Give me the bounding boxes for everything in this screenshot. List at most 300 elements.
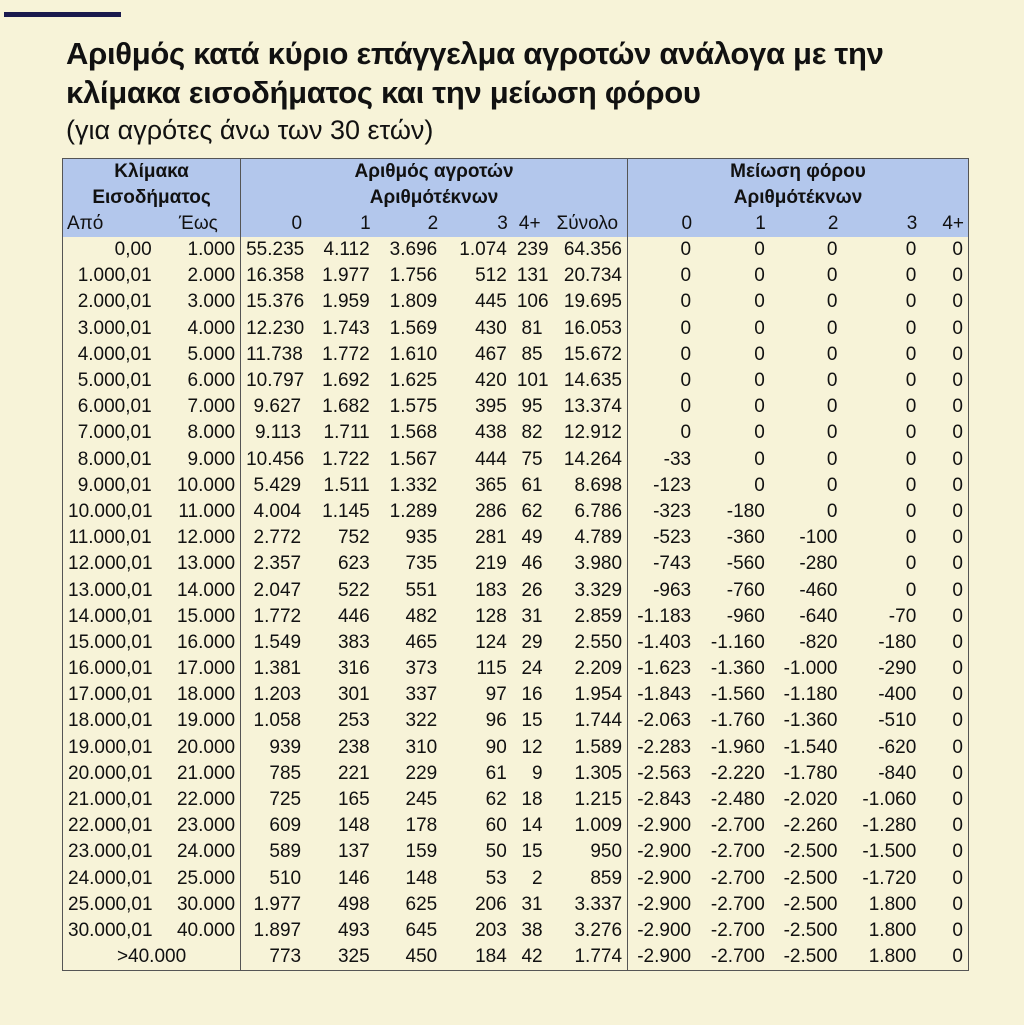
cell-farmers-2: 229: [405, 762, 438, 784]
cell-reduction-4plus: 0: [952, 343, 963, 365]
cell-reduction-3: 0: [905, 396, 917, 418]
cell-farmers-3: 444: [475, 448, 507, 470]
column-header-farmers-2: 2: [375, 211, 443, 237]
cell-reduction-4plus: 0: [952, 579, 963, 601]
cell-farmers-3: 184: [475, 946, 507, 968]
data-table-container: [62, 158, 969, 971]
cell-reduction-4plus: 0: [952, 396, 963, 418]
cell-farmers-4plus: 42: [521, 946, 543, 968]
cell-reduction-4plus: 0: [952, 658, 963, 680]
table-row: [63, 263, 969, 289]
table-row: [63, 447, 969, 473]
cell-from: 20.000,01: [68, 762, 153, 784]
column-header-reduction-3: 3: [842, 211, 921, 237]
cell-reduction-0: -323: [653, 500, 692, 522]
table-row: [63, 918, 969, 944]
page-title: Αριθμός κατά κύριο επάγγελμα αγροτών ανάλογα με την κλίμακα εισοδήματος και την μείωση φόρου: [66, 36, 884, 110]
cell-farmers-1: 137: [337, 841, 370, 863]
cell-reduction-3: 0: [905, 474, 917, 496]
cell-reduction-0: 0: [680, 239, 692, 261]
cell-farmers-total: 16.053: [548, 316, 628, 342]
cell-farmers-0: 725: [269, 789, 302, 811]
cell-from: 2.000,01: [77, 291, 152, 313]
cell-to: 11.000: [157, 499, 241, 525]
cell-reduction-3: 0: [905, 265, 917, 287]
cell-farmers-2: 1.569: [389, 317, 438, 339]
cell-reduction-4plus: 0: [952, 317, 963, 339]
cell-farmers-0: 5.429: [253, 474, 302, 496]
cell-farmers-3: 124: [475, 631, 507, 653]
table-row: [63, 420, 969, 446]
cell-farmers-4plus: 46: [521, 553, 543, 575]
cell-farmers-2: 735: [405, 553, 438, 575]
table-row: [63, 551, 969, 577]
cell-reduction-2: 0: [826, 239, 838, 261]
table-row: [63, 342, 969, 368]
cell-farmers-1: 4.112: [323, 239, 370, 261]
cell-farmers-4plus: 81: [521, 317, 543, 339]
cell-reduction-2: -2.500: [783, 841, 838, 863]
cell-to: 15.000: [157, 604, 241, 630]
cell-farmers-1: 221: [337, 762, 370, 784]
table-row: [63, 892, 969, 918]
cell-from: 30.000,01: [68, 919, 153, 941]
cell-reduction-1: -1.960: [710, 736, 765, 758]
cell-farmers-1: 1.722: [322, 448, 370, 470]
cell-to: 40.000: [157, 918, 241, 944]
cell-reduction-2: 0: [826, 500, 838, 522]
cell-from: 22.000,01: [68, 815, 153, 837]
cell-from: 23.000,01: [68, 841, 153, 863]
header-reduction-1: Μείωση φόρου: [628, 159, 969, 186]
cell-farmers-1: 1.743: [322, 317, 370, 339]
cell-farmers-3: 97: [485, 684, 507, 706]
cell-to: 17.000: [157, 656, 241, 682]
cell-farmers-total: 1.744: [548, 708, 628, 734]
column-header-farmers-3: 3: [442, 211, 512, 237]
cell-farmers-2: 1.289: [389, 500, 438, 522]
cell-to: 6.000: [157, 368, 241, 394]
cell-to: 7.000: [157, 394, 241, 420]
table-row: [63, 237, 969, 263]
cell-reduction-4plus: 0: [952, 893, 963, 915]
cell-farmers-1: 498: [337, 893, 370, 915]
cell-reduction-2: -2.500: [783, 919, 838, 941]
cell-reduction-2: 0: [826, 291, 838, 313]
cell-reduction-4plus: 0: [952, 815, 963, 837]
cell-farmers-3: 420: [475, 370, 507, 392]
cell-farmers-1: 146: [337, 867, 370, 889]
cell-farmers-0: 609: [269, 815, 302, 837]
cell-farmers-2: 337: [405, 684, 438, 706]
cell-reduction-1: 0: [754, 317, 765, 339]
cell-farmers-0: 16.358: [246, 265, 305, 287]
cell-farmers-0: 1.977: [253, 893, 302, 915]
cell-farmers-4plus: 106: [516, 291, 549, 313]
cell-farmers-0: 9.627: [253, 396, 302, 418]
cell-reduction-3: 1.800: [868, 919, 917, 941]
cell-reduction-4plus: 0: [952, 867, 963, 889]
cell-farmers-4plus: 85: [521, 343, 543, 365]
cell-farmers-4plus: 12: [521, 736, 543, 758]
cell-reduction-2: 0: [826, 448, 838, 470]
cell-farmers-total: 1.305: [548, 761, 628, 787]
cell-farmers-2: 159: [405, 841, 438, 863]
table-body: [63, 237, 969, 971]
cell-from: 13.000,01: [68, 579, 153, 601]
cell-farmers-total: 4.789: [548, 525, 628, 551]
cell-to: 2.000: [157, 263, 241, 289]
cell-reduction-0: -963: [653, 579, 692, 601]
table-row: [63, 473, 969, 499]
cell-reduction-2: -1.780: [783, 762, 838, 784]
table-row: [63, 944, 969, 971]
cell-farmers-1: 1.511: [323, 474, 370, 496]
cell-farmers-3: 438: [475, 422, 507, 444]
cell-farmers-3: 53: [485, 867, 507, 889]
cell-reduction-4plus: 0: [952, 631, 963, 653]
cell-reduction-1: 0: [754, 370, 765, 392]
data-table: [62, 158, 969, 971]
cell-farmers-3: 219: [475, 553, 507, 575]
cell-farmers-0: 12.230: [246, 317, 305, 339]
cell-farmers-total: 19.695: [548, 289, 628, 315]
cell-to: 14.000: [157, 577, 241, 603]
cell-farmers-total: 3.276: [548, 918, 628, 944]
column-header-farmers-1: 1: [306, 211, 375, 237]
table-row: [63, 839, 969, 865]
cell-reduction-3: -840: [878, 762, 917, 784]
cell-reduction-2: -1.180: [783, 684, 838, 706]
cell-farmers-0: 55.235: [246, 239, 305, 261]
cell-reduction-3: 0: [905, 422, 917, 444]
cell-reduction-0: -2.900: [637, 867, 692, 889]
cell-from: 15.000,01: [68, 631, 153, 653]
cell-reduction-0: -2.843: [637, 789, 692, 811]
cell-from: 10.000,01: [68, 500, 153, 522]
cell-to: 22.000: [157, 787, 241, 813]
cell-farmers-4plus: 2: [532, 867, 543, 889]
cell-reduction-2: -100: [799, 527, 838, 549]
cell-to: 25.000: [157, 866, 241, 892]
cell-reduction-1: 0: [754, 291, 765, 313]
cell-farmers-4plus: 62: [521, 500, 543, 522]
cell-reduction-2: -1.000: [783, 658, 838, 680]
cell-farmers-1: 238: [337, 736, 370, 758]
cell-reduction-4plus: 0: [952, 448, 963, 470]
cell-reduction-2: 0: [826, 265, 838, 287]
cell-farmers-0: 11.738: [246, 343, 303, 365]
cell-reduction-1: -1.360: [710, 658, 765, 680]
cell-to: 13.000: [157, 551, 241, 577]
cell-reduction-2: -820: [799, 631, 838, 653]
cell-to: 30.000: [157, 892, 241, 918]
cell-farmers-2: 625: [405, 893, 438, 915]
cell-reduction-4plus: 0: [952, 500, 963, 522]
cell-reduction-0: -2.563: [637, 762, 692, 784]
cell-reduction-0: -1.843: [637, 684, 692, 706]
cell-from: 4.000,01: [77, 343, 152, 365]
cell-reduction-0: 0: [680, 265, 692, 287]
cell-farmers-2: 645: [405, 919, 438, 941]
table-row: [63, 577, 969, 603]
column-header-reduction-2: 2: [770, 211, 843, 237]
cell-to: 19.000: [157, 708, 241, 734]
cell-reduction-4plus: 0: [952, 291, 963, 313]
cell-farmers-total: 2.550: [548, 630, 628, 656]
cell-from: 14.000,01: [68, 605, 153, 627]
cell-from: 17.000,01: [68, 684, 153, 706]
cell-reduction-3: 0: [905, 370, 917, 392]
cell-farmers-3: 467: [475, 343, 507, 365]
cell-reduction-1: -960: [726, 605, 765, 627]
cell-farmers-2: 245: [405, 789, 438, 811]
cell-reduction-3: 1.800: [868, 946, 917, 968]
cell-from: 9.000,01: [77, 474, 152, 496]
cell-reduction-4plus: 0: [952, 474, 963, 496]
cell-reduction-0: -1.623: [637, 658, 692, 680]
cell-farmers-3: 115: [476, 658, 507, 680]
cell-farmers-2: 1.610: [389, 343, 438, 365]
cell-farmers-3: 128: [475, 605, 507, 627]
cell-reduction-0: -1.403: [637, 631, 692, 653]
cell-from: 24.000,01: [68, 867, 153, 889]
cell-farmers-3: 365: [475, 474, 507, 496]
table-row: [63, 866, 969, 892]
cell-reduction-1: -1.160: [710, 631, 765, 653]
cell-reduction-3: -620: [878, 736, 917, 758]
cell-farmers-0: 2.357: [253, 553, 302, 575]
cell-reduction-0: -2.283: [637, 736, 692, 758]
cell-from: 25.000,01: [68, 893, 153, 915]
cell-farmers-2: 1.332: [389, 474, 438, 496]
cell-farmers-4plus: 49: [521, 527, 543, 549]
cell-reduction-3: 0: [905, 553, 917, 575]
cell-reduction-0: -2.900: [637, 893, 692, 915]
cell-to: 16.000: [157, 630, 241, 656]
cell-farmers-total: 3.980: [548, 551, 628, 577]
table-row: [63, 394, 969, 420]
cell-from: 16.000,01: [68, 658, 153, 680]
cell-farmers-2: 310: [405, 736, 438, 758]
cell-reduction-0: 0: [680, 343, 692, 365]
cell-farmers-total: 1.954: [548, 682, 628, 708]
cell-to: 8.000: [157, 420, 241, 446]
cell-farmers-0: 4.004: [253, 500, 302, 522]
cell-reduction-2: 0: [826, 343, 838, 365]
cell-farmers-3: 445: [475, 291, 507, 313]
cell-reduction-3: -1.280: [862, 815, 917, 837]
cell-reduction-1: -2.700: [710, 946, 765, 968]
cell-reduction-0: 0: [680, 396, 692, 418]
cell-farmers-3: 96: [485, 710, 507, 732]
cell-farmers-2: 1.568: [389, 422, 438, 444]
cell-farmers-1: 148: [337, 815, 370, 837]
table-row: [63, 499, 969, 525]
cell-reduction-4plus: 0: [952, 841, 963, 863]
cell-reduction-1: -2.220: [710, 762, 765, 784]
cell-reduction-4plus: 0: [952, 710, 963, 732]
cell-reduction-2: -2.500: [783, 867, 838, 889]
table-row: [63, 525, 969, 551]
cell-farmers-4plus: 61: [521, 474, 543, 496]
cell-reduction-4plus: 0: [952, 553, 963, 575]
cell-reduction-1: 0: [754, 239, 765, 261]
cell-farmers-0: 589: [269, 841, 302, 863]
cell-reduction-4plus: 0: [952, 265, 963, 287]
cell-farmers-1: 253: [337, 710, 370, 732]
cell-farmers-0: 9.113: [254, 422, 302, 444]
cell-farmers-4plus: 29: [521, 631, 543, 653]
cell-to: 24.000: [157, 839, 241, 865]
cell-farmers-1: 383: [337, 631, 370, 653]
cell-reduction-0: -2.900: [637, 946, 692, 968]
cell-farmers-2: 148: [405, 867, 438, 889]
cell-reduction-1: -2.700: [710, 919, 765, 941]
cell-reduction-0: -2.900: [637, 919, 692, 941]
cell-reduction-0: -2.900: [637, 815, 692, 837]
cell-reduction-1: -1.760: [710, 710, 765, 732]
cell-farmers-3: 183: [475, 579, 507, 601]
cell-reduction-2: -2.500: [783, 946, 838, 968]
cell-to: 3.000: [157, 289, 241, 315]
cell-farmers-4plus: 131: [516, 265, 549, 287]
cell-farmers-4plus: 15: [521, 710, 543, 732]
cell-farmers-total: 2.859: [548, 604, 628, 630]
cell-reduction-4plus: 0: [952, 736, 963, 758]
cell-farmers-2: 551: [405, 579, 438, 601]
cell-farmers-total: 3.337: [548, 892, 628, 918]
cell-reduction-2: -280: [799, 553, 838, 575]
cell-farmers-1: 752: [337, 527, 370, 549]
cell-reduction-4plus: 0: [952, 684, 963, 706]
column-header-reduction-0: 0: [628, 211, 697, 237]
table-row: [63, 708, 969, 734]
cell-reduction-3: 0: [905, 317, 917, 339]
cell-reduction-3: -1.500: [862, 841, 917, 863]
cell-from: 0,00: [114, 239, 152, 261]
cell-to: 18.000: [157, 682, 241, 708]
cell-reduction-0: -523: [653, 527, 692, 549]
cell-farmers-3: 61: [485, 762, 507, 784]
column-header-farmers-0: 0: [241, 211, 307, 237]
cell-from: 19.000,01: [68, 736, 153, 758]
cell-farmers-3: 50: [485, 841, 507, 863]
cell-farmers-0: 1.203: [253, 684, 302, 706]
cell-farmers-4plus: 101: [516, 370, 549, 392]
cell-to: 12.000: [157, 525, 241, 551]
cell-farmers-4plus: 9: [532, 762, 543, 784]
cell-farmers-0: 1.381: [253, 658, 302, 680]
cell-to: 23.000: [157, 813, 241, 839]
cell-reduction-1: 0: [754, 396, 765, 418]
cell-farmers-4plus: 14: [521, 815, 543, 837]
cell-farmers-total: 15.672: [548, 342, 628, 368]
cell-farmers-3: 62: [485, 789, 507, 811]
cell-reduction-1: 0: [754, 343, 765, 365]
cell-to: 21.000: [157, 761, 241, 787]
cell-reduction-0: -33: [663, 448, 692, 470]
cell-farmers-0: 939: [269, 736, 302, 758]
cell-from: 21.000,01: [68, 789, 153, 811]
cell-reduction-4plus: 0: [952, 527, 963, 549]
cell-reduction-3: 0: [905, 291, 917, 313]
cell-reduction-3: 0: [905, 500, 917, 522]
header-farmers-1: Αριθμός αγροτών: [241, 159, 628, 186]
cell-farmers-3: 1.074: [459, 239, 507, 261]
cell-to: 4.000: [157, 316, 241, 342]
cell-reduction-0: 0: [680, 291, 692, 313]
cell-reduction-4plus: 0: [952, 919, 963, 941]
cell-from: 7.000,01: [77, 422, 152, 444]
column-header-reduction-1: 1: [696, 211, 770, 237]
cell-from: 6.000,01: [77, 396, 152, 418]
cell-farmers-4plus: 82: [521, 422, 543, 444]
cell-reduction-1: -180: [726, 500, 765, 522]
cell-farmers-total: 2.209: [548, 656, 628, 682]
cell-reduction-1: 0: [754, 265, 765, 287]
cell-farmers-1: 522: [337, 579, 370, 601]
cell-farmers-2: 935: [405, 527, 438, 549]
header-reduction-2: Αριθμότέκνων: [628, 185, 969, 211]
cell-farmers-3: 60: [485, 815, 507, 837]
cell-farmers-total: 13.374: [548, 394, 628, 420]
cell-reduction-2: -640: [799, 605, 838, 627]
cell-reduction-2: -460: [799, 579, 838, 601]
cell-reduction-4plus: 0: [952, 239, 963, 261]
cell-reduction-4plus: 0: [952, 789, 963, 811]
cell-reduction-1: -2.480: [710, 789, 765, 811]
cell-to: 5.000: [157, 342, 241, 368]
cell-farmers-0: 1.549: [253, 631, 302, 653]
cell-farmers-3: 512: [475, 265, 507, 287]
cell-farmers-2: 1.809: [389, 291, 438, 313]
cell-reduction-1: -760: [726, 579, 765, 601]
cell-reduction-2: -1.360: [783, 710, 838, 732]
cell-reduction-1: -360: [726, 527, 765, 549]
cell-from: 1.000,01: [77, 265, 152, 287]
cell-farmers-total: 1.589: [548, 735, 628, 761]
cell-farmers-total: 8.698: [548, 473, 628, 499]
cell-farmers-2: 3.696: [389, 239, 438, 261]
cell-farmers-1: 1.692: [322, 370, 370, 392]
cell-reduction-0: -123: [653, 474, 692, 496]
table-row: [63, 813, 969, 839]
cell-farmers-1: 1.682: [322, 396, 370, 418]
cell-reduction-3: 0: [905, 579, 917, 601]
cell-farmers-2: 322: [405, 710, 438, 732]
cell-reduction-1: 0: [754, 448, 765, 470]
table-row: [63, 682, 969, 708]
cell-farmers-1: 301: [337, 684, 370, 706]
cell-farmers-1: 446: [337, 605, 370, 627]
cell-farmers-3: 430: [475, 317, 507, 339]
cell-farmers-3: 395: [475, 396, 507, 418]
cell-from: 8.000,01: [77, 448, 152, 470]
cell-reduction-2: 0: [826, 370, 838, 392]
cell-reduction-2: 0: [826, 474, 838, 496]
cell-farmers-4plus: 26: [521, 579, 543, 601]
cell-reduction-0: 0: [680, 422, 692, 444]
cell-farmers-2: 1.625: [389, 370, 438, 392]
cell-farmers-2: 450: [405, 946, 438, 968]
cell-farmers-1: 1.711: [323, 422, 370, 444]
table-row: [63, 656, 969, 682]
cell-reduction-1: -2.700: [710, 841, 765, 863]
cell-reduction-3: -1.060: [862, 789, 917, 811]
cell-reduction-2: -2.260: [783, 815, 838, 837]
cell-farmers-1: 1.959: [322, 291, 370, 313]
